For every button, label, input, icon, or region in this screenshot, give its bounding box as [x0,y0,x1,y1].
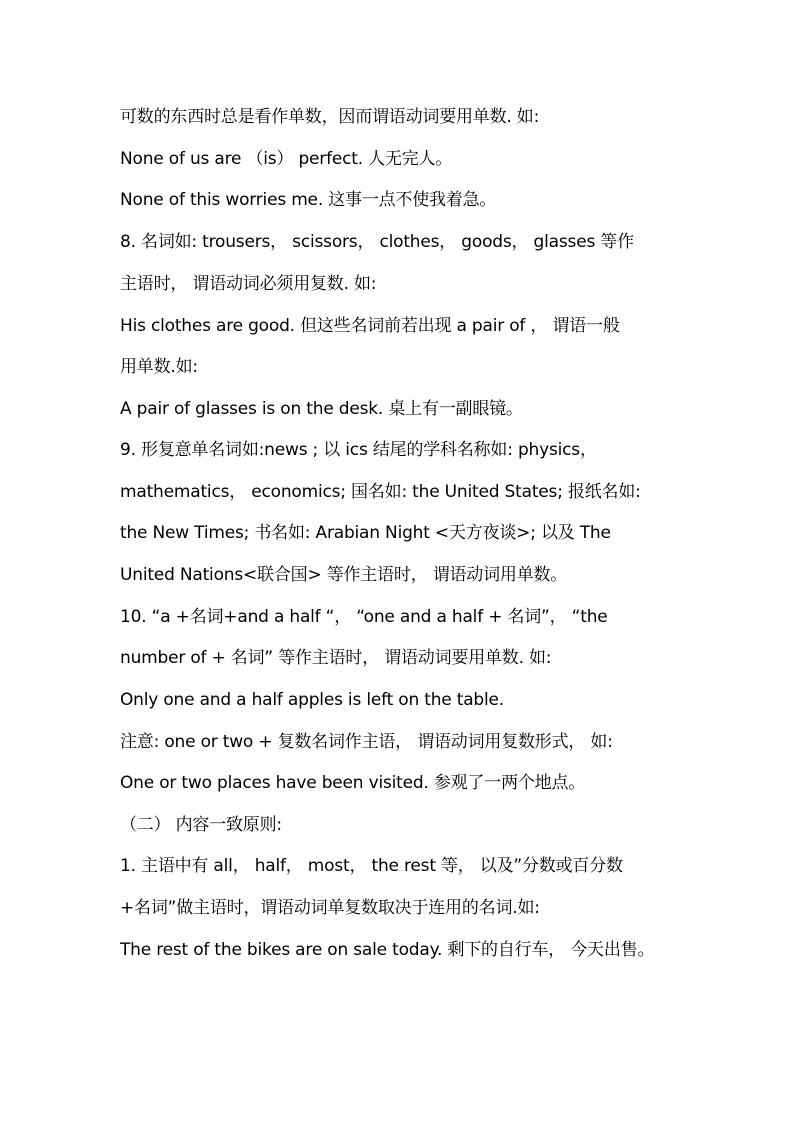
text-line: None of this worries me. 这事一点不使我着急。 [120,190,497,210]
text-line: mathematics， economics; 国名如: the United States; 报纸名如: [120,482,641,502]
text-line: 用单数.如: [120,357,198,377]
text-line: Only one and a half apples is left on the table. [120,690,504,710]
text-line: United Nations<联合国> 等作主语时， 谓语动词用单数。 [120,565,568,585]
text-line: A pair of glasses is on the desk. 桌上有一副眼镜。 [120,399,523,419]
text-line: 主语时， 谓语动词必须用复数. 如: [120,274,377,294]
text-line: His clothes are good. 但这些名词前若出现 a pair of ， 谓语一般 [120,316,620,336]
text-line: number of + 名词” 等作主语时， 谓语动词要用单数. 如: [120,648,552,668]
text-line: 8. 名词如: trousers， scissors， clothes， goods， glasses 等作 [120,232,634,252]
text-line: 10. “a +名词+and a half “， “one and a half + 名词”， “the [120,607,608,627]
text-line: One or two places have been visited. 参观了一两个地点。 [120,773,586,793]
text-line: None of us are （is） perfect. 人无完人。 [120,149,453,169]
section-heading: （二） 内容一致原则: [120,815,282,835]
text-line: the New Times; 书名如: Arabian Night <天方夜谈>; 以及 The [120,523,611,543]
text-line: +名词”做主语时，谓语动词单复数取决于连用的名词.如: [120,898,540,918]
text-line: 1. 主语中有 all， half， most， the rest 等， 以及”分数或百分数 [120,856,623,876]
text-line: 9. 形复意单名词如:news ; 以 ics 结尾的学科名称如: physics， [120,440,597,460]
text-line: 可数的东西时总是看作单数，因而谓语动词要用单数. 如: [120,107,540,127]
text-line: 注意: one or two + 复数名词作主语， 谓语动词用复数形式， 如: [120,732,613,752]
text-line: The rest of the bikes are on sale today. 剩下的自行车， 今天出售。 [120,940,655,960]
